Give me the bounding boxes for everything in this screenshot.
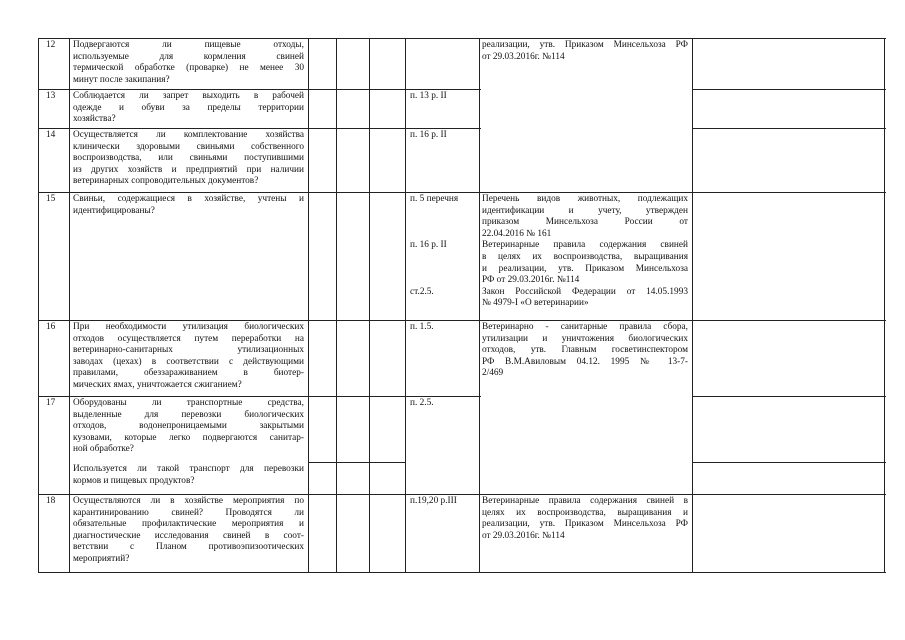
question-text: заводах (цехах) в соответствии с действующими xyxy=(73,356,304,367)
question-text: Используется ли такой транспорт для перевозки xyxy=(73,464,304,474)
question-text: Осуществляются ли в хозяйстве мероприятия по xyxy=(73,496,304,506)
row-number: 12 xyxy=(46,40,56,50)
question-text: карантинированию свиней? Проводятся ли xyxy=(73,507,304,518)
row-border xyxy=(38,89,481,90)
legal-basis: Закон Российской Федерации от 14.05.1993 xyxy=(482,286,688,297)
legal-basis: Ветеринарно - санитарные правила сбора, xyxy=(482,322,688,332)
legal-basis: 2/469 xyxy=(482,368,504,379)
question-text: Осуществляется ли комплектование хозяйства xyxy=(73,130,304,140)
row-border xyxy=(38,320,886,321)
question-text: обязательные профилактические мероприятия и xyxy=(73,519,304,530)
question-text: идентифицированы? xyxy=(73,205,155,216)
question-text: кузовами, которые легко подвергаются санитар- xyxy=(73,432,304,443)
question-text: диагностические исследования свиней в соот- xyxy=(73,530,304,541)
regulation-point: п. 13 р. II xyxy=(410,91,447,101)
question-text: Оборудованы ли транспортные средства, xyxy=(73,398,304,408)
legal-basis: идентификации и учету, утвержден xyxy=(482,205,688,216)
question-text: выделенные для перевозки биологических xyxy=(73,409,304,420)
row-number: 18 xyxy=(46,496,56,506)
legal-basis: утилизации и уничтожения биологических xyxy=(482,333,688,344)
legal-basis: РФ от 29.03.2016г. №114 xyxy=(482,275,580,286)
question-text: одежде и обуви за пределы территории xyxy=(73,102,304,113)
legal-basis: отходов, утв. Главным госветинспектором xyxy=(482,345,688,356)
regulation-point: п. 5 перечня xyxy=(410,194,459,204)
legal-basis: № 4979-I «О ветеринарии» xyxy=(482,298,589,309)
regulation-point: п. 1.5. xyxy=(410,322,434,332)
regulation-point: п.19,20 р.III xyxy=(410,496,457,506)
regulation-point: п. 2.5. xyxy=(410,398,434,408)
question-text: клинически здоровыми свиньями собственного xyxy=(73,141,304,152)
question-text: ной обработке? xyxy=(73,444,134,455)
legal-basis: 22.04.2016 № 161 xyxy=(482,228,552,239)
legal-basis: от 29.03.2016г. №114 xyxy=(482,51,565,62)
row-border xyxy=(38,128,481,129)
legal-basis: РФ В.М.Авиловым 04.12. 1995 № 13-7- xyxy=(482,356,688,367)
row-border xyxy=(38,572,886,573)
row-number: 13 xyxy=(46,91,56,101)
question-text: кормов и пищевых продуктов? xyxy=(73,475,195,486)
question-text: Свиньи, содержащиеся в хозяйстве, учтены и xyxy=(73,194,304,204)
legal-basis: и реализации, утв. Приказом Минсельхоза xyxy=(482,263,688,274)
row-number: 15 xyxy=(46,194,56,204)
column-border xyxy=(405,38,406,573)
question-text: правилами, обеззараживанием в биотер- xyxy=(73,368,304,379)
question-text: отходов осуществляется путем переработки на xyxy=(73,333,304,344)
question-text: используемые для кормления свиней xyxy=(73,51,304,62)
legal-basis: целях их воспроизводства, выращивания и xyxy=(482,507,688,518)
row-border xyxy=(38,38,886,39)
regulation-point: п. 16 р. II xyxy=(410,130,447,140)
legal-basis: Перечень видов животных, подлежащих xyxy=(482,194,688,204)
row-border xyxy=(308,462,406,463)
question-text: мических ямах, уничтожается сжиганием? xyxy=(73,380,242,390)
legal-basis: Ветеринарные правила содержания свиней в xyxy=(482,496,688,506)
column-border xyxy=(369,38,370,573)
legal-basis: в целях их воспроизводства, выращивания xyxy=(482,252,688,262)
column-border xyxy=(38,38,39,573)
column-border xyxy=(884,38,885,573)
question-text: хозяйства? xyxy=(73,114,116,125)
column-border xyxy=(692,38,693,573)
legal-basis: Ветеринарные правила содержания свиней xyxy=(482,240,688,251)
row-border xyxy=(38,396,481,397)
legal-basis: приказом Минсельхоза России от xyxy=(482,217,688,228)
row-border xyxy=(38,192,886,193)
row-border xyxy=(692,396,886,397)
legal-basis: реализации, утв. Приказом Минсельхоза РФ xyxy=(482,519,688,530)
row-number: 16 xyxy=(46,322,56,332)
question-text: мероприятий? xyxy=(73,554,130,564)
row-number: 14 xyxy=(46,130,56,140)
question-text: Подвергаются ли пищевые отходы, xyxy=(73,40,304,50)
question-text: из других хозяйств и предприятий при наличии xyxy=(73,164,304,175)
regulation-point: п. 16 р. II xyxy=(410,240,447,251)
row-number: 17 xyxy=(46,398,56,408)
row-border xyxy=(692,462,886,463)
question-text: воспроизводства, или свиньями поступившими xyxy=(73,153,304,164)
question-text: При необходимости утилизация биологических xyxy=(73,322,304,332)
question-text: минут после закипания? xyxy=(73,74,170,85)
column-border xyxy=(69,38,70,573)
question-text: отходов, водонепроницаемыми закрытыми xyxy=(73,421,304,432)
question-text: ветствии с Планом противоэпизоотических xyxy=(73,542,304,553)
column-border xyxy=(308,38,309,573)
question-text: термической обработке (проварке) не менее 30 xyxy=(73,63,304,74)
row-border xyxy=(692,89,886,90)
regulation-point: ст.2.5. xyxy=(410,286,434,297)
question-text: Соблюдается ли запрет выходить в рабочей xyxy=(73,91,304,101)
question-text: ветеринарно-санитарных утилизационных xyxy=(73,345,304,356)
row-border xyxy=(38,494,886,495)
row-border xyxy=(692,128,886,129)
column-border xyxy=(479,38,480,573)
legal-basis: реализации, утв. Приказом Минсельхоза РФ xyxy=(482,40,688,50)
column-border xyxy=(336,38,337,573)
legal-basis: от 29.03.2016г. №114 xyxy=(482,530,565,541)
question-text: ветеринарных сопроводительных документов? xyxy=(73,176,259,187)
